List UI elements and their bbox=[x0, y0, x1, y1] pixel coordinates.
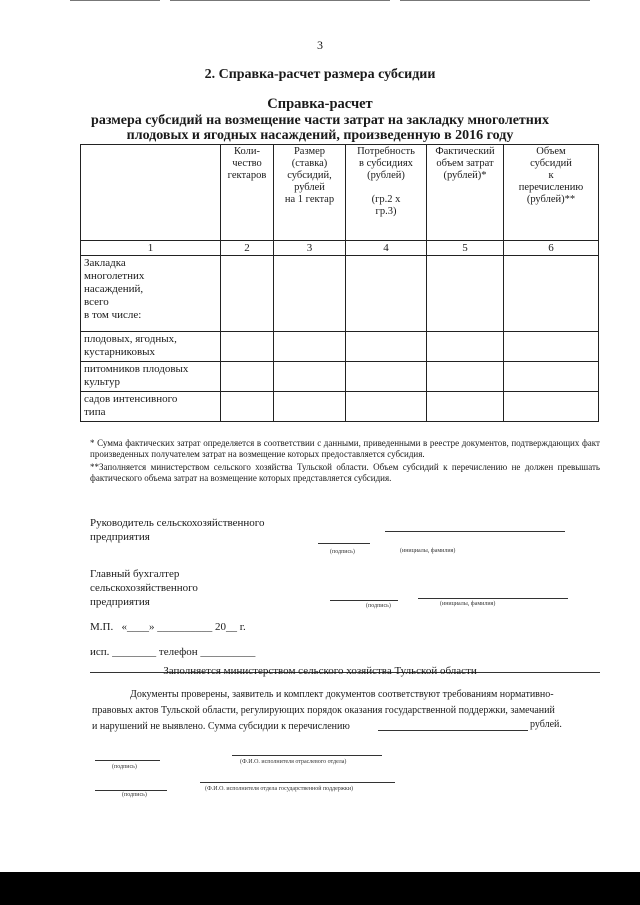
row-label-fruit-berry: плодовых, ягодных, кустарниковых bbox=[81, 332, 221, 362]
subsidy-calculation-table bbox=[80, 144, 599, 422]
accountant-name-caption: (инициалы, фамилия) bbox=[440, 601, 496, 607]
column-number: 5 bbox=[427, 241, 504, 256]
accountant-signature-caption: (подпись) bbox=[366, 603, 391, 609]
table-cell bbox=[274, 392, 346, 422]
document-subtitle-line-1: размера субсидий на возмещение части затрат на закладку многолетних bbox=[91, 113, 549, 128]
column-number-row bbox=[81, 241, 599, 256]
verification-text-line-3: и нарушений не выявлено. Сумма субсидии к перечислению bbox=[92, 721, 350, 732]
column-number: 6 bbox=[504, 241, 599, 256]
executor-and-phone: исп. ________ телефон __________ bbox=[90, 646, 256, 658]
support-signature-line bbox=[95, 790, 167, 791]
table-cell bbox=[346, 332, 427, 362]
subsidy-amount-line bbox=[378, 730, 528, 731]
header-cell-rate: Размер (ставка) субсидий, рублей на 1 гектар bbox=[274, 145, 346, 241]
scan-artifact-line bbox=[170, 0, 390, 1]
table-cell bbox=[274, 256, 346, 332]
verification-text-line-2: правовых актов Тульской области, регулирующих порядок оказания государственной поддержки, замечаний bbox=[92, 705, 555, 716]
table-cell bbox=[221, 362, 274, 392]
page-number: 3 bbox=[317, 38, 323, 52]
chief-accountant-label: Главный бухгалтер сельскохозяйственного предприятия bbox=[90, 568, 198, 608]
ministry-section-header: Заполняется министерством сельского хозяйства Тульской области bbox=[163, 665, 477, 677]
table-cell bbox=[504, 332, 599, 362]
head-name-caption: (инициалы, фамилия) bbox=[400, 548, 456, 554]
industry-name-line bbox=[232, 755, 382, 756]
table-cell bbox=[504, 256, 599, 332]
row-label-nurseries: питомников плодовых культур bbox=[81, 362, 221, 392]
table-row bbox=[81, 256, 599, 332]
column-number: 2 bbox=[221, 241, 274, 256]
scan-artifact-line bbox=[70, 0, 160, 1]
rubles-suffix: рублей. bbox=[530, 719, 562, 730]
table-cell bbox=[427, 256, 504, 332]
document-title: Справка-расчет bbox=[267, 96, 373, 112]
industry-signature-line bbox=[95, 760, 160, 761]
support-signature-caption: (подпись) bbox=[122, 792, 147, 798]
table-cell bbox=[221, 392, 274, 422]
table-row bbox=[81, 332, 599, 362]
stamp-and-date: М.П. «____» __________ 20__ г. bbox=[90, 621, 246, 633]
accountant-name-line bbox=[418, 598, 568, 599]
table-cell bbox=[274, 362, 346, 392]
row-label-total: Закладка многолетних насаждений, всего в том числе: bbox=[81, 256, 221, 332]
table-row bbox=[81, 362, 599, 392]
header-cell-blank bbox=[81, 145, 221, 241]
accountant-signature-line bbox=[330, 600, 398, 601]
document-subtitle-line-2: плодовых и ягодных насаждений, произведенную в 2016 году bbox=[126, 128, 514, 143]
table-cell bbox=[221, 256, 274, 332]
row-label-intensive-orchards: садов интенсивного типа bbox=[81, 392, 221, 422]
table-row bbox=[81, 392, 599, 422]
support-name-line bbox=[200, 782, 395, 783]
table-cell bbox=[427, 362, 504, 392]
verification-text-line-1: Документы проверены, заявитель и комплект документов соответствуют требованиям нормативно- bbox=[130, 689, 554, 700]
head-name-line bbox=[385, 531, 565, 532]
industry-signature-caption: (подпись) bbox=[112, 764, 137, 770]
footnote-actual-costs: * Сумма фактических затрат определяется в соответствии с данными, приведенными в реестре документов, подтверждающих факт произведенных получателем затрат на возмещение которых предоставляется субсидия. bbox=[90, 438, 600, 459]
table-cell bbox=[221, 332, 274, 362]
header-cell-need: Потребность в субсидиях (рублей) (гр.2 х гр.3) bbox=[346, 145, 427, 241]
head-signature-caption: (подпись) bbox=[330, 549, 355, 555]
industry-name-caption: (Ф.И.О. исполнителя отраслевого отдела) bbox=[240, 759, 347, 765]
head-signature-line bbox=[318, 543, 370, 544]
support-name-caption: (Ф.И.О. исполнителя отдела государственной поддержки) bbox=[205, 786, 354, 792]
header-cell-hectares: Коли- чество гектаров bbox=[221, 145, 274, 241]
column-number: 3 bbox=[274, 241, 346, 256]
table-cell bbox=[504, 362, 599, 392]
column-number: 1 bbox=[81, 241, 221, 256]
table-cell bbox=[427, 392, 504, 422]
column-number: 4 bbox=[346, 241, 427, 256]
section-title: 2. Справка-расчет размера субсидии bbox=[204, 67, 436, 82]
header-cell-actual-costs: Фактический объем затрат (рублей)* bbox=[427, 145, 504, 241]
table-cell bbox=[427, 332, 504, 362]
table-cell bbox=[346, 392, 427, 422]
scan-bottom-border bbox=[0, 872, 640, 905]
head-of-enterprise-label: Руководитель сельскохозяйственного предприятия bbox=[90, 517, 265, 543]
scan-artifact-line bbox=[400, 0, 590, 1]
table-cell bbox=[504, 392, 599, 422]
header-cell-transfer-amount: Объем субсидий к перечислению (рублей)** bbox=[504, 145, 599, 241]
table-cell bbox=[346, 256, 427, 332]
table-cell bbox=[274, 332, 346, 362]
table-cell bbox=[346, 362, 427, 392]
footnote-ministry: **Заполняется министерством сельского хозяйства Тульской области. Объем субсидий к перечислению не должен превышать фактического объема затрат на возмещение которых представляется субсидия. bbox=[90, 462, 600, 483]
table-header-row bbox=[81, 145, 599, 241]
